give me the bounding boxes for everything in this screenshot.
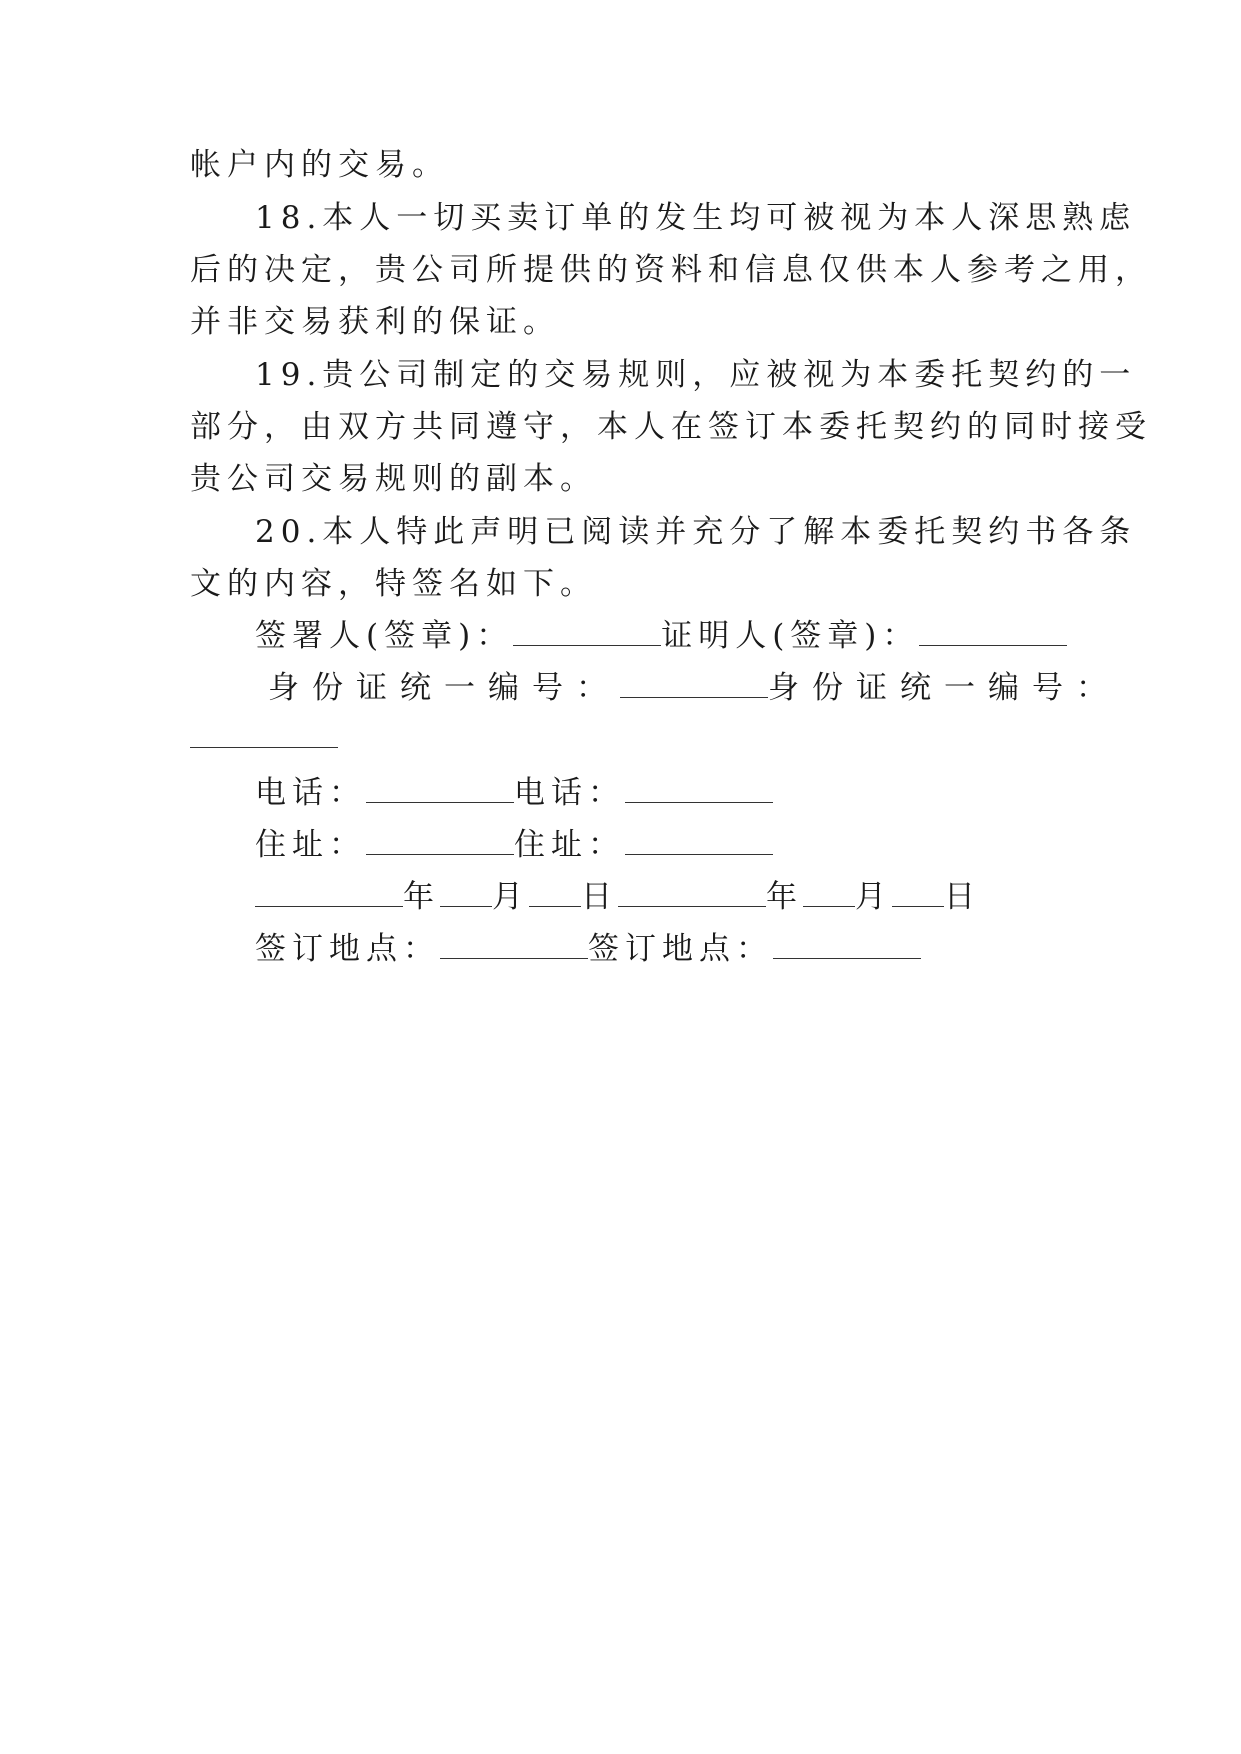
phone-blank-signer[interactable] — [366, 774, 514, 803]
paragraph-line-continuation: 帐户内的交易。 — [190, 147, 449, 183]
day-blank-witness[interactable] — [892, 878, 944, 907]
year-blank-witness[interactable] — [618, 878, 766, 907]
phone-label-witness: 电话： — [514, 775, 625, 811]
address-row — [255, 825, 773, 865]
place-row — [255, 929, 921, 969]
clause-20-line-2: 文的内容，特签名如下。 — [190, 566, 597, 602]
clause-18-line-2: 后的决定，贵公司所提供的资料和信息仅供本人参考之用， — [190, 252, 1152, 288]
month-blank-signer[interactable] — [440, 878, 492, 907]
address-label-signer: 住址： — [255, 827, 366, 863]
clause-19-line-1: 19.贵公司制定的交易规则，应被视为本委托契约的一 — [255, 357, 1137, 393]
month-blank-witness[interactable] — [803, 878, 855, 907]
day-label-witness: 日 — [944, 879, 981, 915]
clause-18-line-1: 18.本人一切买卖订单的发生均可被视为本人深思熟虑 — [255, 200, 1137, 236]
month-label-witness: 月 — [855, 879, 892, 915]
clause-20-line-1: 20.本人特此声明已阅读并充分了解本委托契约书各条 — [255, 514, 1137, 550]
clause-18-line-3: 并非交易获利的保证。 — [190, 304, 560, 340]
id-witness-row — [190, 718, 338, 758]
id-label-witness: 身份证统一编号： — [768, 670, 1120, 706]
year-label-witness: 年 — [766, 879, 803, 915]
phone-blank-witness[interactable] — [625, 774, 773, 803]
signer-row — [255, 616, 1067, 656]
clause-19-line-3: 贵公司交易规则的副本。 — [190, 461, 597, 497]
year-label-signer: 年 — [403, 879, 440, 915]
id-row — [268, 668, 1120, 708]
place-blank-witness[interactable] — [773, 930, 921, 959]
date-row — [255, 877, 981, 917]
month-label-signer: 月 — [492, 879, 529, 915]
year-blank-signer[interactable] — [255, 878, 403, 907]
day-label-signer: 日 — [581, 879, 618, 915]
id-label-signer: 身份证统一编号： — [268, 670, 620, 706]
phone-label-signer: 电话： — [255, 775, 366, 811]
id-blank-witness[interactable] — [190, 719, 338, 748]
witness-label: 证明人(签章)： — [661, 618, 920, 654]
address-label-witness: 住址： — [514, 827, 625, 863]
address-blank-signer[interactable] — [366, 826, 514, 855]
place-blank-signer[interactable] — [440, 930, 588, 959]
place-label-signer: 签订地点： — [255, 931, 440, 967]
signer-blank[interactable] — [513, 617, 661, 646]
witness-blank[interactable] — [919, 617, 1067, 646]
signer-label: 签署人(签章)： — [255, 618, 514, 654]
day-blank-signer[interactable] — [529, 878, 581, 907]
id-blank-signer[interactable] — [620, 669, 768, 698]
place-label-witness: 签订地点： — [588, 931, 773, 967]
address-blank-witness[interactable] — [625, 826, 773, 855]
clause-19-line-2: 部分，由双方共同遵守，本人在签订本委托契约的同时接受 — [190, 409, 1152, 445]
phone-row — [255, 773, 773, 813]
